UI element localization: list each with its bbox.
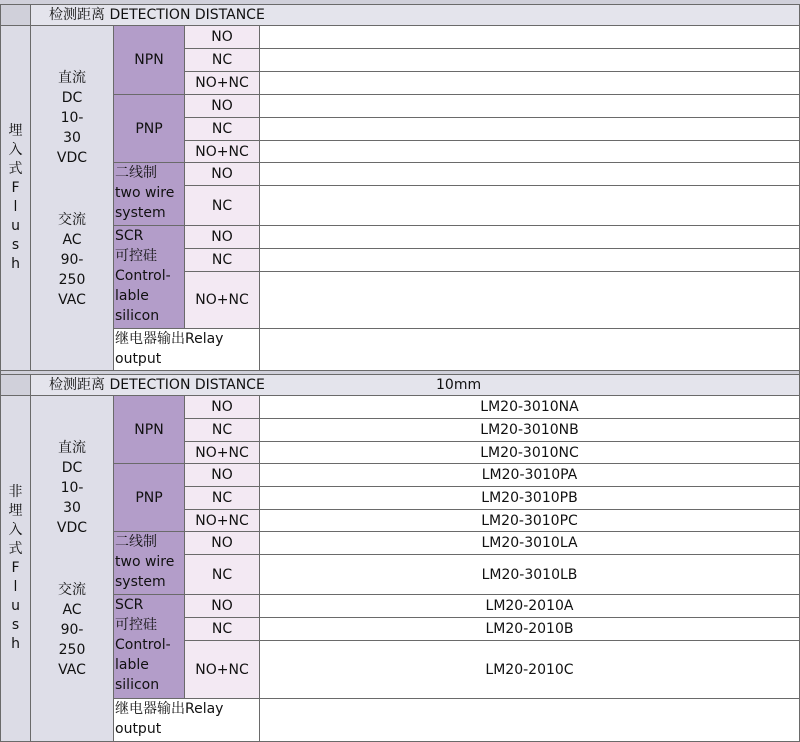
group-line: silicon [115, 677, 160, 693]
voltage-line: VAC [58, 662, 86, 678]
output-label: NO [211, 98, 233, 114]
group-npn [113, 25, 185, 95]
model-code: LM20-2010B [485, 621, 574, 637]
voltage-line: VDC [56, 150, 88, 166]
group-line: two wire [115, 554, 175, 570]
model-two-nc [259, 554, 800, 595]
model-cell [259, 117, 800, 141]
output-label: NC [211, 52, 233, 68]
model-cell [259, 185, 800, 226]
output-nc [184, 617, 260, 641]
model-cell [259, 162, 800, 186]
group-line: 继电器输出Relay [115, 331, 224, 347]
voltage-line: DC [61, 460, 83, 476]
group-line: 可控硅 [115, 248, 157, 264]
voltage-line: 30 [63, 500, 81, 516]
group-line: system [115, 574, 166, 590]
model-cell [259, 25, 800, 49]
side-char: h [11, 256, 20, 272]
voltage-line: DC [61, 90, 83, 106]
output-no-nc [184, 509, 260, 532]
flush-side-label [0, 25, 31, 371]
side-char: s [11, 617, 20, 633]
model-code: LM20-2010A [485, 598, 574, 614]
voltage-line: 90- [60, 252, 84, 268]
output-label: NO [211, 467, 233, 483]
output-label: NO [211, 229, 233, 245]
output-no [184, 225, 260, 249]
output-label: NC [211, 252, 233, 268]
group-line: 二线制 [115, 165, 157, 181]
model-cell [259, 140, 800, 163]
output-no [184, 395, 260, 419]
output-label: NO+NC [195, 512, 249, 529]
output-no [184, 463, 260, 487]
side-char: 非 [8, 484, 23, 500]
group-relay [113, 328, 260, 371]
group-line: 可控硅 [115, 617, 157, 633]
group-line: 继电器输出Relay [115, 701, 224, 717]
output-nc [184, 48, 260, 72]
model-two-no [259, 531, 800, 555]
model-npn-nc [259, 418, 800, 442]
output-no-nc [184, 140, 260, 163]
model-npn-nonc [259, 441, 800, 464]
group-line: lable [115, 288, 149, 304]
side-char: s [11, 237, 20, 253]
side-char: 入 [8, 142, 23, 158]
voltage-line: 250 [58, 272, 86, 288]
output-label: NC [211, 490, 233, 506]
side-char: h [11, 636, 20, 652]
group-scr [113, 225, 185, 329]
nonflush-side-label [0, 395, 31, 742]
group-pnp [113, 94, 185, 163]
output-nc [184, 554, 260, 595]
group-line: output [115, 721, 162, 737]
model-code: LM20-3010LA [481, 535, 578, 551]
group-line: silicon [115, 308, 160, 324]
model-cell [259, 225, 800, 249]
side-char: l [13, 579, 18, 595]
group-relay [113, 698, 260, 742]
voltage-line: AC [62, 232, 82, 248]
output-label: NO [211, 399, 233, 415]
voltage-line: 10- [60, 480, 84, 496]
model-code: LM20-3010LB [481, 566, 578, 583]
group-two-wire [113, 162, 185, 226]
model-pnp-nonc [259, 509, 800, 532]
voltage-line: 10- [60, 110, 84, 126]
output-label: NO+NC [195, 661, 249, 678]
output-label: NO [211, 535, 233, 551]
output-label: NO [211, 166, 233, 182]
output-no-nc [184, 71, 260, 95]
detection-distance-label: 检测距离 DETECTION DISTANCE [49, 7, 265, 23]
voltage-line: 90- [60, 622, 84, 638]
side-char: 式 [8, 161, 23, 177]
model-scr-nc [259, 617, 800, 641]
model-npn-no [259, 395, 800, 419]
output-nc [184, 248, 260, 272]
side-char: 式 [8, 541, 23, 557]
group-scr [113, 594, 185, 699]
group-pnp-label: PNP [135, 120, 163, 137]
voltage-label-flush [30, 25, 114, 371]
output-nc [184, 486, 260, 510]
output-no-nc [184, 640, 260, 699]
output-no [184, 594, 260, 618]
side-char: 埋 [8, 123, 23, 139]
side-char: l [13, 199, 18, 215]
model-code: LM20-3010NB [480, 422, 579, 438]
group-line: SCR [115, 597, 144, 613]
voltage-line: 250 [58, 642, 86, 658]
detection-distance-value: 10mm [436, 377, 482, 393]
model-cell [259, 328, 800, 371]
side-char: F [11, 560, 20, 576]
model-code: LM20-3010NC [480, 444, 579, 461]
model-cell [259, 71, 800, 95]
header-corner-cell [0, 374, 31, 396]
side-char: u [11, 598, 20, 614]
output-label: NC [211, 197, 233, 214]
model-code: LM20-3010PB [481, 490, 578, 506]
output-label: NO [211, 598, 233, 614]
voltage-label-nonflush [30, 395, 114, 742]
side-char: u [11, 218, 20, 234]
output-label: NO+NC [195, 444, 249, 461]
side-char: 入 [8, 522, 23, 538]
model-code: LM20-3010NA [480, 399, 579, 415]
voltage-line: VDC [56, 520, 88, 536]
group-pnp-label: PNP [135, 489, 163, 506]
output-label: NC [211, 566, 233, 583]
group-line: output [115, 351, 162, 367]
output-label: NC [211, 621, 233, 637]
output-no [184, 531, 260, 555]
header-corner-cell [0, 4, 31, 26]
output-label: NC [211, 422, 233, 438]
voltage-line: 30 [63, 130, 81, 146]
model-cell [259, 48, 800, 72]
model-pnp-no [259, 463, 800, 487]
group-line: Control- [115, 268, 171, 284]
output-no-nc [184, 441, 260, 464]
voltage-line: 交流 [58, 582, 86, 598]
group-npn-label: NPN [134, 421, 164, 438]
model-scr-no [259, 594, 800, 618]
side-char: 埋 [8, 503, 23, 519]
voltage-line: 直流 [58, 440, 86, 456]
group-line: two wire [115, 185, 175, 201]
group-line: system [115, 205, 166, 221]
group-npn [113, 395, 185, 464]
output-no [184, 162, 260, 186]
model-code: LM20-3010PC [481, 512, 578, 529]
group-line: SCR [115, 228, 144, 244]
output-label: NO+NC [195, 292, 249, 308]
output-nc [184, 418, 260, 442]
model-scr-nonc [259, 640, 800, 699]
model-cell [259, 248, 800, 272]
voltage-line: AC [62, 602, 82, 618]
group-pnp [113, 463, 185, 532]
output-label: NC [211, 121, 233, 137]
voltage-line: VAC [58, 292, 86, 308]
group-npn-label: NPN [134, 52, 164, 68]
voltage-line: 交流 [58, 212, 86, 228]
output-nc [184, 185, 260, 226]
group-line: Control- [115, 637, 171, 653]
detection-distance-label: 检测距离 DETECTION DISTANCE [49, 377, 265, 393]
group-line: lable [115, 657, 149, 673]
model-pnp-nc [259, 486, 800, 510]
output-label: NO [211, 29, 233, 45]
output-label: NO+NC [195, 75, 249, 91]
side-char: F [11, 180, 20, 196]
model-code: LM20-3010PA [481, 467, 578, 483]
group-line: 二线制 [115, 534, 157, 550]
group-two-wire [113, 531, 185, 595]
output-no [184, 94, 260, 118]
voltage-line: 直流 [58, 70, 86, 86]
output-nc [184, 117, 260, 141]
output-no-nc [184, 271, 260, 329]
output-no [184, 25, 260, 49]
detection-distance-header [30, 4, 800, 26]
model-cell [259, 94, 800, 118]
model-code: LM20-2010C [485, 661, 574, 678]
output-label: NO+NC [195, 143, 249, 160]
detection-distance-header [30, 374, 800, 396]
model-cell [259, 698, 800, 742]
model-cell [259, 271, 800, 329]
